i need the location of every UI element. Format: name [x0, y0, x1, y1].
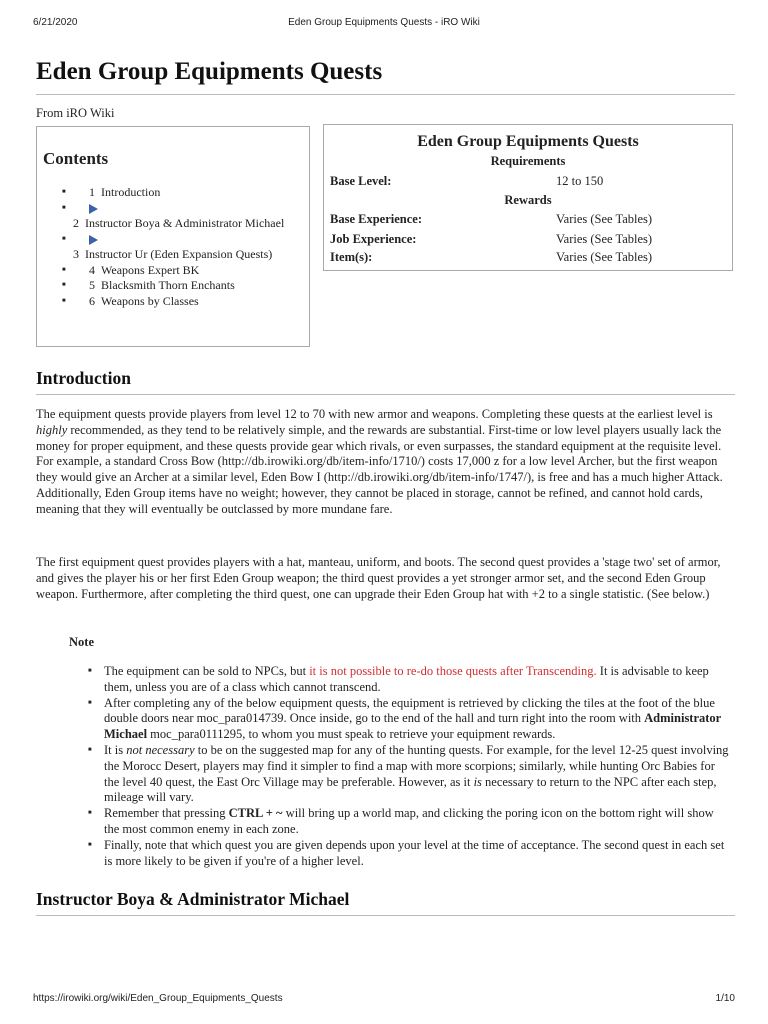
table-of-contents [36, 126, 310, 347]
page-number: 1/10 [715, 993, 735, 1004]
section-divider [36, 394, 735, 395]
print-url: https://irowiki.org/wiki/Eden_Group_Equipments_Quests [33, 993, 283, 1004]
toc-item-weapons-by-classes[interactable]: ■ 6 Weapons by Classes [59, 294, 299, 310]
note-item: ■ Remember that pressing CTRL + ~ will bring up a world map, and clicking the poring icon on the bottom right will show the most common enemy in each zone. [88, 806, 732, 838]
note-item: ■ The equipment can be sold to NPCs, but it is not possible to re-do those quests after Transcending. It is advisable to keep them, unless you are of a class which cannot transcend. [88, 664, 732, 696]
from-wiki: From iRO Wiki [36, 106, 115, 120]
introduction-heading: Introduction [36, 368, 131, 388]
toc-item-blacksmith-thorn[interactable]: ■ 5 Blacksmith Thorn Enchants [59, 278, 299, 294]
rewards-label: Rewards [504, 193, 552, 207]
page-title: Eden Group Equipments Quests [36, 58, 383, 85]
job-exp-value: Varies (See Tables) [556, 232, 653, 246]
toc-item-label[interactable]: Weapons by Classes [101, 293, 199, 308]
toc-item-weapons-expert[interactable]: ■ 4 Weapons Expert BK [59, 263, 299, 279]
section-divider [36, 915, 735, 916]
toc-item-label[interactable]: Instructor Boya & Administrator Michael [85, 216, 285, 230]
toc-item-instructor-ur[interactable]: ■ 3 Instructor Ur (Eden Expansion Quests) [59, 232, 299, 263]
note-item: ■ It is not necessary to be on the suggested map for any of the hunting quests. For example, for the level 12-25 quest involving the Morocc Desert, players may find it simpler to find a map with more scorpions; similarly, while hunting Orc Babies for the level 40 quest, the East Orc Village may be preferable. However, as it is necessary to return to the NPC after each step, mileage will vary. [88, 743, 732, 806]
title-divider [36, 94, 735, 95]
intro-paragraph-1: The equipment quests provide players from level 12 to 70 with new armor and weapons. Completing these quests at the earliest level is highly recommended, as they tend to be relatively simple, and the rewards are substantial. First-time or low level players usually lack the money for proper equipment, and these quests provide gear which rivals, or even surpasses, the standard equipment at the requisite level. For example, a standard Cross Bow (http://db.irowiki.org/db/item-info/1710/) costs 17,000 z for a low level Archer, but the first weapon they would give an Archer at a similar level, Eden Bow I (http://db.irowiki.org/db/item-info/1747/), is free and has a much higher Attack. Additionally, Eden Group items have no weight; however, they cannot be placed in storage, cannot be refined, and cannot hold cards, meaning that they will eventually be outclassed by more mundane fare. [36, 407, 723, 516]
note-item: ■ Finally, note that which quest you are given depends upon your level at the time of acceptance. The second quest in each set is more likely to be given if you're of a higher level. [88, 838, 732, 870]
base-level-key: Base Level: [330, 174, 392, 188]
toc-item-label[interactable]: Instructor Ur (Eden Expansion Quests) [85, 247, 273, 261]
base-exp-value: Varies (See Tables) [556, 212, 653, 226]
toc-item-label[interactable]: Introduction [101, 185, 161, 199]
instructor-boya-heading: Instructor Boya & Administrator Michael [36, 889, 350, 909]
expand-arrow-icon[interactable] [89, 235, 98, 245]
base-exp-key: Base Experience: [330, 212, 422, 226]
note-item: ■ After completing any of the below equipment quests, the equipment is retrieved by clicking the tiles at the foot of the blue double doors near moc_para014739. Once inside, go to the end of the hall and turn right into the room with Administrator Michael moc_para0111295, to whom you must speak to retrieve your equipment rewards. [88, 696, 732, 743]
print-title: Eden Group Equipments Quests - iRO Wiki [288, 17, 480, 28]
quest-infobox [323, 124, 733, 271]
print-header [33, 17, 735, 31]
toc-list [59, 185, 299, 309]
intro-paragraph-2: The first equipment quest provides players with a hat, manteau, uniform, and boots. The second quest provides a 'stage two' set of armor, and gives the player his or her first Eden Group weapon; the third quest provides a yet stronger armor set, and the second Eden Group weapon. Furthermore, after completing the third quest, one can upgrade their Eden Group hat with +2 to a single statistic. (See below.) [36, 555, 721, 601]
base-level-value: 12 to 150 [556, 174, 604, 188]
print-footer [33, 993, 735, 1007]
infobox-title: Eden Group Equipments Quests [417, 133, 639, 150]
toc-item-introduction[interactable]: ■ 1 Introduction [59, 185, 299, 201]
toc-item-label[interactable]: Blacksmith Thorn Enchants [101, 278, 235, 292]
toc-title: Contents [43, 149, 109, 168]
toc-item-instructor-boya[interactable]: ■ 2 Instructor Boya & Administrator Michael [59, 201, 299, 232]
items-value: Varies (See Tables) [556, 250, 653, 264]
requirements-label: Requirements [490, 154, 566, 168]
toc-item-label[interactable]: Weapons Expert BK [101, 262, 200, 277]
expand-arrow-icon[interactable] [89, 204, 98, 214]
notes-list [88, 664, 732, 869]
job-exp-key: Job Experience: [330, 232, 417, 246]
print-date: 6/21/2020 [33, 17, 78, 28]
note-label: Note [69, 635, 94, 649]
items-key: Item(s): [330, 250, 373, 264]
